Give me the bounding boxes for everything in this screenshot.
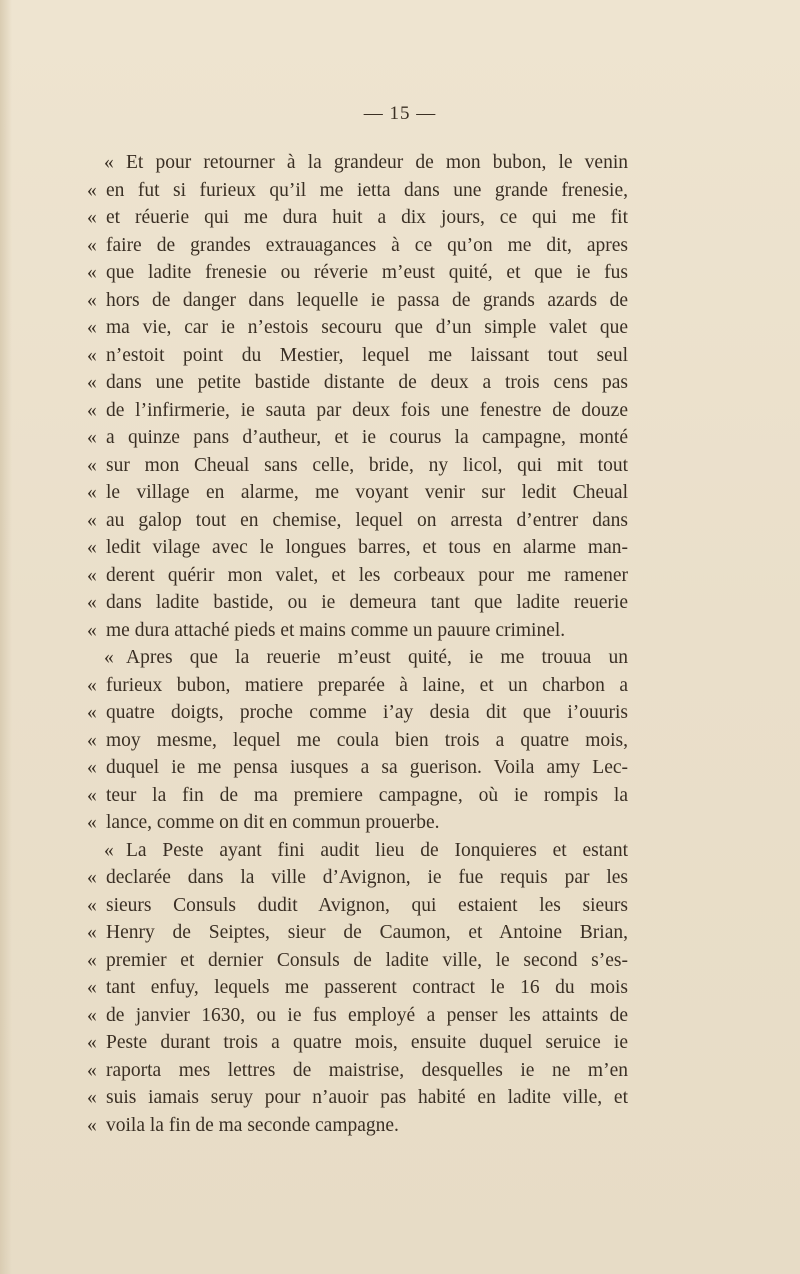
line-text: premier et dernier Consuls de ladite ville, le second s’es- bbox=[106, 949, 628, 971]
line-text: faire de grandes extrauagances à ce qu’on me dit, apres bbox=[106, 234, 628, 256]
quote-mark: « bbox=[87, 867, 97, 888]
text-line bbox=[87, 1002, 628, 1030]
line-text: suis iamais seruy pour n’auoir pas habité en ladite ville, et bbox=[106, 1087, 628, 1108]
quote-mark: « bbox=[87, 592, 97, 613]
text-line bbox=[87, 314, 628, 342]
line-text: Henry de Seiptes, sieur de Caumon, et Antoine Brian, bbox=[106, 922, 628, 943]
line-text: raporta mes lettres de maistrise, desquelles ie ne m’en bbox=[106, 1059, 628, 1081]
quote-mark: « bbox=[87, 784, 97, 806]
text-line bbox=[87, 562, 628, 590]
text-line bbox=[87, 837, 628, 865]
line-text: Peste durant trois a quatre mois, ensuite duquel seruice ie bbox=[106, 1032, 628, 1053]
quote-mark: « bbox=[87, 729, 97, 751]
quote-mark: « bbox=[87, 262, 97, 283]
quote-mark: « bbox=[87, 317, 97, 338]
quote-mark: « bbox=[87, 619, 97, 641]
line-text: La Peste ayant fini audit lieu de Ionquieres et estant bbox=[126, 839, 628, 861]
text-line bbox=[87, 974, 628, 1002]
text-line bbox=[87, 232, 628, 260]
line-text: declarée dans la ville d’Avignon, ie fue requis par les bbox=[106, 867, 628, 888]
quote-mark: « bbox=[87, 372, 97, 393]
quote-mark: « bbox=[87, 537, 97, 558]
text-line bbox=[87, 864, 628, 892]
text-line bbox=[87, 892, 628, 920]
text-line bbox=[87, 534, 628, 562]
quote-mark: « bbox=[87, 427, 97, 448]
quote-mark: « bbox=[104, 647, 114, 668]
text-line bbox=[87, 782, 628, 810]
line-text: sur mon Cheual sans celle, bride, ny licol, qui mit tout bbox=[106, 454, 628, 476]
quote-mark: « bbox=[87, 482, 97, 503]
quote-mark: « bbox=[87, 702, 97, 723]
text-line bbox=[87, 424, 628, 452]
quote-mark: « bbox=[104, 839, 114, 861]
line-text: hors de danger dans lequelle ie passa de grands azards de bbox=[106, 289, 628, 311]
text-line bbox=[87, 589, 628, 617]
text-line bbox=[87, 809, 628, 837]
quote-mark: « bbox=[87, 399, 97, 421]
quote-mark: « bbox=[87, 1087, 97, 1108]
line-text: n’estoit point du Mestier, lequel me laissant tout seul bbox=[106, 344, 628, 366]
line-text: dans ladite bastide, ou ie demeura tant que ladite reuerie bbox=[106, 592, 628, 613]
quote-mark: « bbox=[87, 674, 97, 696]
text-line bbox=[87, 1029, 628, 1057]
quote-mark: « bbox=[104, 152, 114, 173]
line-text: dans une petite bastide distante de deux a trois cens pas bbox=[106, 372, 628, 393]
quote-mark: « bbox=[87, 207, 97, 228]
text-line bbox=[87, 369, 628, 397]
quote-mark: « bbox=[87, 977, 97, 998]
line-text: et réuerie qui me dura huit a dix jours, ce qui me fit bbox=[106, 207, 628, 228]
page-gutter-shadow bbox=[0, 0, 12, 1274]
text-line bbox=[87, 479, 628, 507]
text-line bbox=[87, 452, 628, 480]
line-text: sieurs Consuls dudit Avignon, qui estaient les sieurs bbox=[106, 894, 628, 916]
text-line bbox=[87, 342, 628, 370]
text-line bbox=[87, 397, 628, 425]
text-line bbox=[87, 507, 628, 535]
line-text: lance, comme on dit en commun prouerbe. bbox=[106, 812, 440, 833]
text-line bbox=[87, 149, 628, 177]
body-text bbox=[87, 149, 628, 1139]
quote-mark: « bbox=[87, 1004, 97, 1026]
line-text: au galop tout en chemise, lequel on arresta d’entrer dans bbox=[106, 509, 628, 531]
text-line bbox=[87, 287, 628, 315]
line-text: de l’infirmerie, ie sauta par deux fois une fenestre de douze bbox=[106, 399, 628, 421]
text-line bbox=[87, 754, 628, 782]
line-text: quatre doigts, proche comme i’ay desia dit que i’ouuris bbox=[106, 702, 628, 723]
quote-mark: « bbox=[87, 922, 97, 943]
line-text: duquel ie me pensa iusques a sa guerison. Voila amy Lec- bbox=[106, 757, 628, 778]
text-line bbox=[87, 699, 628, 727]
line-text: Apres que la reuerie m’eust quité, ie me trouua un bbox=[126, 647, 628, 668]
text-line bbox=[87, 1057, 628, 1085]
line-text: derent quérir mon valet, et les corbeaux pour me ramener bbox=[106, 564, 628, 586]
line-text: tant enfuy, lequels me passerent contract le 16 du mois bbox=[106, 977, 628, 998]
text-line bbox=[87, 1084, 628, 1112]
text-line bbox=[87, 204, 628, 232]
text-line bbox=[87, 1112, 628, 1140]
line-text: le village en alarme, me voyant venir sur ledit Cheual bbox=[106, 482, 628, 503]
line-text: que ladite frenesie ou réverie m’eust quité, et que ie fus bbox=[106, 262, 628, 283]
quote-mark: « bbox=[87, 1059, 97, 1081]
quote-mark: « bbox=[87, 344, 97, 366]
line-text: ledit vilage avec le longues barres, et tous en alarme man- bbox=[106, 537, 628, 558]
text-line bbox=[87, 177, 628, 205]
line-text: furieux bubon, matiere preparée à laine, et un charbon a bbox=[106, 674, 628, 696]
quote-mark: « bbox=[87, 289, 97, 311]
text-line bbox=[87, 644, 628, 672]
quote-mark: « bbox=[87, 812, 97, 833]
line-text: Et pour retourner à la grandeur de mon bubon, le venin bbox=[126, 152, 628, 173]
text-line bbox=[87, 727, 628, 755]
page-number: — 15 — bbox=[363, 103, 437, 124]
quote-mark: « bbox=[87, 894, 97, 916]
line-text: ma vie, car ie n’estois secouru que d’un simple valet que bbox=[106, 317, 628, 338]
quote-mark: « bbox=[87, 1114, 97, 1136]
line-text: me dura attaché pieds et mains comme un pauure criminel. bbox=[106, 619, 566, 641]
quote-mark: « bbox=[87, 179, 97, 201]
text-line bbox=[87, 259, 628, 287]
quote-mark: « bbox=[87, 949, 97, 971]
text-line bbox=[87, 947, 628, 975]
quote-mark: « bbox=[87, 234, 97, 256]
line-text: voila la fin de ma seconde campagne. bbox=[106, 1114, 399, 1136]
quote-mark: « bbox=[87, 509, 97, 531]
quote-mark: « bbox=[87, 454, 97, 476]
text-line bbox=[87, 672, 628, 700]
line-text: a quinze pans d’autheur, et ie courus la campagne, monté bbox=[106, 427, 628, 448]
line-text: en fut si furieux qu’il me ietta dans une grande frenesie, bbox=[106, 179, 628, 201]
quote-mark: « bbox=[87, 757, 97, 778]
quote-mark: « bbox=[87, 1032, 97, 1053]
line-text: de janvier 1630, ou ie fus employé a penser les attaints de bbox=[106, 1004, 628, 1026]
text-line bbox=[87, 919, 628, 947]
line-text: teur la fin de ma premiere campagne, où ie rompis la bbox=[106, 784, 628, 806]
quote-mark: « bbox=[87, 564, 97, 586]
line-text: moy mesme, lequel me coula bien trois a quatre mois, bbox=[106, 729, 628, 751]
text-line bbox=[87, 617, 628, 645]
